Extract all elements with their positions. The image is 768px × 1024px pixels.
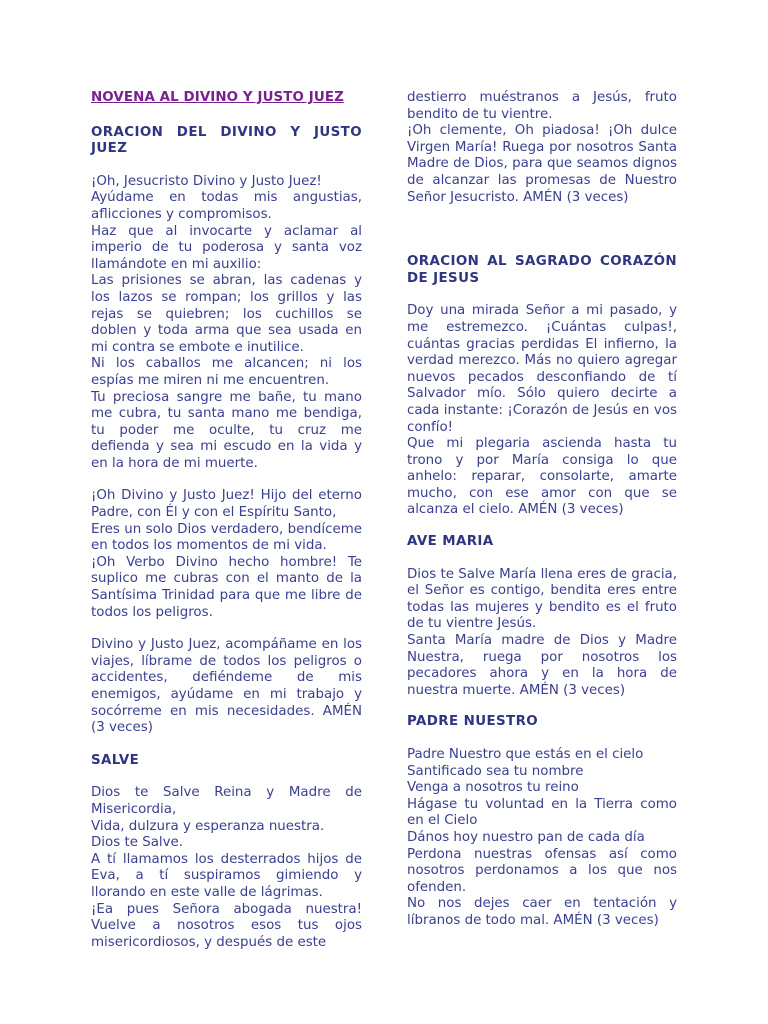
right-column (407, 90, 677, 930)
prayer-line: A tí llamamos los desterrados hijos de Eva, a tí suspiramos gimiendo y llorando en este valle de lágrimas. (91, 851, 362, 900)
left-column (91, 90, 362, 951)
prayer-line: ¡Oh Divino y Justo Juez! Hijo del eterno Padre, con Él y con el Espíritu Santo, (91, 488, 362, 521)
heading-sagrado-corazon: ORACION AL SAGRADO CORAZÓN DE JESUS (407, 254, 677, 286)
prayer-line: No nos dejes caer en tentación y líbranos de todo mal. AMÉN (3 veces) (407, 896, 677, 928)
prayer-line: Padre Nuestro que estás en el cielo (407, 747, 644, 762)
prayer-line: Eres un solo Dios verdadero, bendíceme en todos los momentos de mi vida. (91, 521, 362, 554)
prayer-line: Perdona nuestras ofensas así como nosotros perdonamos a los que nos ofenden. (407, 846, 677, 895)
prayer-line: Venga a nosotros tu reino (407, 780, 579, 796)
prayer-line: ¡Oh, Jesucristo Divino y Justo Juez! (91, 173, 322, 189)
heading-padre-nuestro: PADRE NUESTRO (407, 714, 539, 730)
prayer-line: ¡Oh Verbo Divino hecho hombre! Te suplico me cubras con el manto de la Santísima Trinidad para que me libre de todos los peligros. (91, 554, 362, 620)
prayer-line: Haz que al invocarte y aclamar al imperio de tu poderosa y santa voz llamándote en mi auxilio: (91, 223, 362, 272)
prayer-line: Doy una mirada Señor a mi pasado, y me estremezco. ¡Cuántas culpas!, cuántas gracias perdidas El infierno, la verdad merezco. Más no quiero agregar nuevos pecados desconfiando de tí Salvador mío. Sólo quiero decirte a cada instante: ¡Corazón de Jesús en vos confío! (407, 303, 677, 435)
prayer-line: ¡Ea pues Señora abogada nuestra! Vuelve a nosotros esos tus ojos misericordiosos, y después de este (91, 901, 362, 950)
prayer-line: ¡Oh clemente, Oh piadosa! ¡Oh dulce Virgen María! Ruega por nosotros Santa Madre de Dios, para que seamos dignos de alcanzar las promesas de Nuestro Señor Jesucristo. AMÉN (3 veces) (407, 123, 677, 205)
heading-divino-justo-juez: ORACION DEL DIVINO Y JUSTO JUEZ (91, 124, 362, 157)
document-title: NOVENA AL DIVINO Y JUSTO JUEZ (91, 90, 344, 105)
heading-salve: SALVE (91, 752, 140, 768)
prayer-line: Santa María madre de Dios y Madre Nuestra, ruega por nosotros los pecadores ahora y en la hora de nuestra muerte. AMÉN (3 veces) (407, 633, 677, 698)
prayer-line: Ayúdame en todas mis angustias, aflicciones y compromisos. (91, 190, 362, 222)
prayer-line: Hágase tu voluntad en la Tierra como en el Cielo (407, 796, 677, 829)
prayer-line: Ni los caballos me alcancen; ni los espías me miren ni me encuentren. (91, 356, 362, 388)
prayer-line: Tu preciosa sangre me bañe, tu mano me cubra, tu santa mano me bendiga, tu poder me oculte, tu cruz me defienda y sea mi escudo en la vida y en la hora de mi muerte. (91, 389, 362, 471)
prayer-line: Dios te Salve María llena eres de gracia, el Señor es contigo, bendita eres entre todas las mujeres y bendito es el fruto de tu vientre Jesús. (407, 566, 677, 632)
prayer-paragraph: Divino y Justo Juez, acompáñame en los viajes, líbrame de todos los peligros o accidentes, defiéndeme de mis enemigos, ayúdame en mi trabajo y socórreme en mis necesidades. AMÉN (3 veces) (91, 637, 362, 736)
prayer-line: Dános hoy nuestro pan de cada día (407, 829, 645, 845)
heading-ave-maria: AVE MARIA (407, 534, 494, 550)
prayer-line: Santificado sea tu nombre (407, 763, 584, 779)
prayer-line: Vida, dulzura y esperanza nuestra. (91, 818, 325, 834)
prayer-line: Dios te Salve. (91, 835, 184, 851)
prayer-line: Las prisiones se abran, las cadenas y los lazos se rompan; los grillos y las rejas se quiebren; los cuchillos se doblen y toda arma que sea usada en mi contra se embote e inutilice. (91, 273, 362, 355)
prayer-line: destierro muéstranos a Jesús, fruto bendito de tu vientre. (407, 90, 677, 122)
prayer-line: Que mi plegaria ascienda hasta tu trono y por María consiga lo que anhelo: reparar, consolarte, amarte mucho, con ese amor con que se alcanza el cielo. AMÉN (3 veces) (407, 436, 677, 518)
prayer-line: Dios te Salve Reina y Madre de Misericordia, (91, 785, 362, 817)
